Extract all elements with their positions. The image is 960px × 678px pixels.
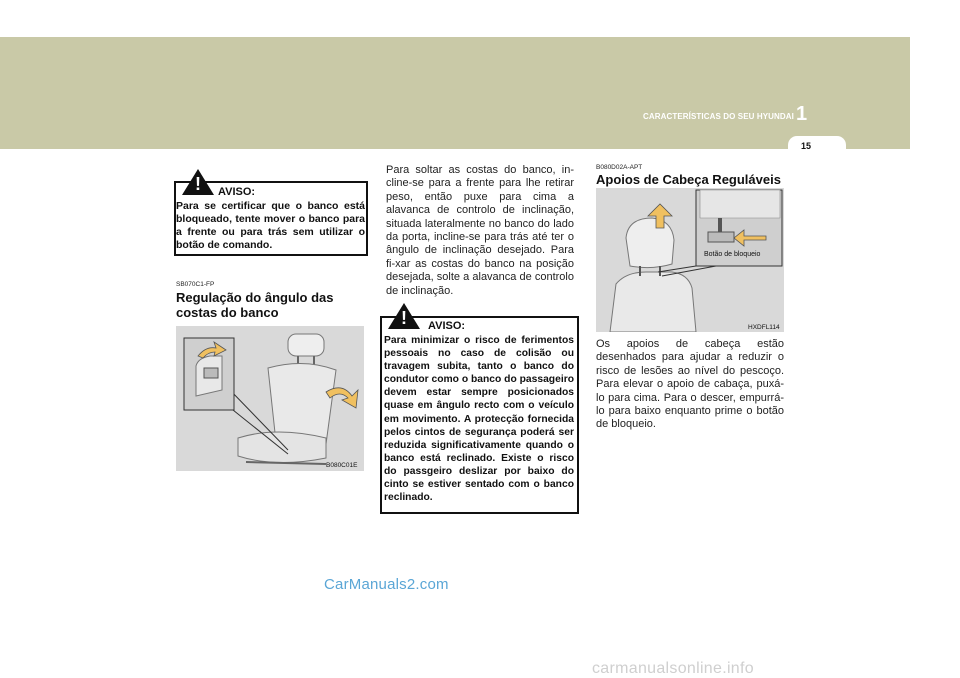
headrest-illustration	[596, 188, 784, 332]
headrest-instructions: Os apoios de cabeça estão desenhados para ajudar a reduzir o risco de lesões ao nível do pescoço. Para elevar o apoio de cabaça, puxá-lo para cima. Para o descer, empurrá-lo para baixo enquanto prime o botão de bloqueio.	[596, 338, 784, 431]
warning-icon-mark: !	[195, 174, 201, 194]
lock-button-label: Botão de bloqueio	[704, 251, 761, 258]
section-heading-left: Regulação do ângulo das costas do banco	[176, 290, 334, 320]
figure-code-left: B080C01E	[326, 462, 358, 469]
warning-icon-mark: !	[401, 308, 407, 328]
seat-recline-figure	[176, 326, 364, 471]
page-number: 15	[800, 141, 811, 151]
headrest-figure	[596, 188, 784, 332]
figure-code-right: HXDFL114	[748, 324, 780, 331]
section-code-left: SB070C1-FP	[176, 281, 215, 288]
watermark-carmanualsonline[interactable]: carmanualsonline.info	[592, 660, 754, 677]
warning-text-left: Para se certificar que o banco está bloqueado, tente mover o banco para a frente ou para trás sem utilizar o botão de comando.	[176, 200, 365, 251]
warning-heading-middle: AVISO:	[428, 320, 466, 332]
section-heading-right: Apoios de Cabeça Reguláveis	[596, 172, 781, 187]
warning-heading-left: AVISO:	[218, 186, 256, 198]
seat-recline-illustration	[176, 326, 364, 471]
recline-instructions: Para soltar as costas do banco, in-cline-se para a frente para lhe retirar peso, então puxe para cima a alavanca de controlo de inclinação, situada lateralmente no banco do lado da porta, incline-se para trás até ter o ângulo de inclinação desejado. Para fi-xar as costas do banco na posição desejada, solte a alavanca de controlo de inclinação.	[386, 164, 574, 297]
watermark-carmanuals2[interactable]: CarManuals2.com	[324, 576, 449, 593]
section-title: CARACTERÍSTICAS DO SEU HYUNDAI	[642, 112, 794, 121]
section-code-right: B080D02A-APT	[596, 164, 643, 171]
section-number: 1	[796, 103, 808, 125]
header-band	[0, 37, 910, 149]
warning-text-middle: Para minimizar o risco de ferimentos pessoais no caso de colisão ou travagem subita, tanto o banco do condutor como o banco do passageiro devem estar sempre posicionados quase em ângulo recto com o veículo em movimento. A protecção fornecida pelos cintos de segurança poderá ser reduzida significativamente quando o banco está reclinado. Existe o risco do passgeiro deslizar por baixo do cinto se estiver sentado com o banco reclinado.	[384, 335, 574, 504]
